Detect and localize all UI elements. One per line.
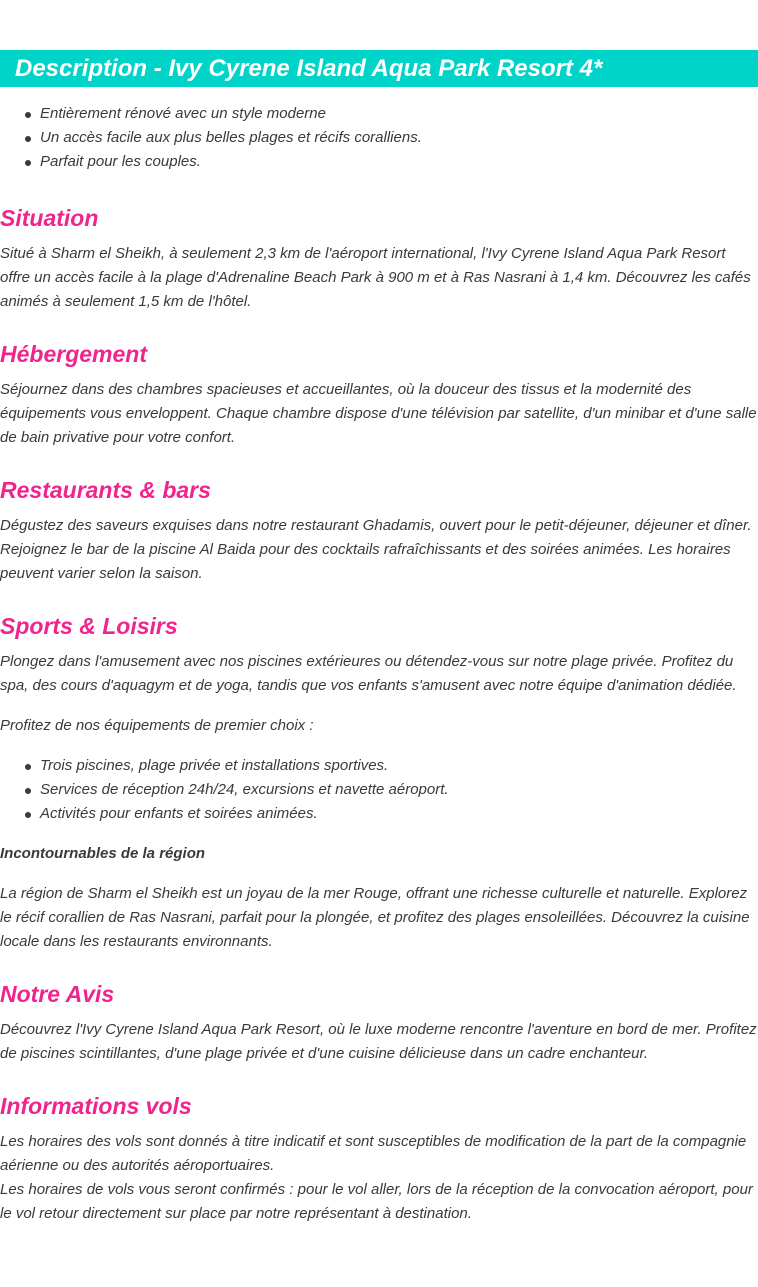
situation-heading: Situation (0, 205, 99, 231)
description-banner (0, 50, 758, 87)
avis-text: Découvrez l'Ivy Cyrene Island Aqua Park Resort, où le luxe moderne rencontre l'aventure en bord de mer. Profitez de piscines scintillantes, d'une plage privée et d'une cuisine délicieuse dans un cadre enchanteur. (0, 1021, 757, 1062)
vols-text-2: Les horaires de vols vous seront confirmés : pour le vol aller, lors de la réception de la convocation aéroport, pour le vol retour directement sur place par notre représentant à destination. (0, 1181, 753, 1222)
bullet-icon (25, 112, 31, 118)
vols-heading: Informations vols (0, 1093, 192, 1119)
list-item (0, 778, 758, 802)
restaurants-text: Dégustez des saveurs exquises dans notre restaurant Ghadamis, ouvert pour le petit-déjeuner, déjeuner et dîner. Rejoignez le bar de la piscine Al Baida pour des cocktails rafraîchissants et des soirées animées. Les horaires peuvent varier selon la saison. (0, 517, 752, 582)
list-item (0, 754, 758, 778)
restaurants-heading: Restaurants & bars (0, 477, 211, 503)
equipment-list (0, 754, 758, 826)
hebergement-text: Séjournez dans des chambres spacieuses et accueillantes, où la douceur des tissus et la modernité des équipements vous enveloppent. Chaque chambre dispose d'une télévision par satellite, d'un minibar et d'une salle de bain privative pour votre confort. (0, 381, 757, 446)
list-item-text: Parfait pour les couples. (40, 153, 201, 170)
bullet-icon (25, 812, 31, 818)
sports-intro: Profitez de nos équipements de premier choix : (0, 717, 314, 734)
list-item (0, 150, 758, 174)
list-item (0, 802, 758, 826)
bullet-icon (25, 788, 31, 794)
section-situation (0, 202, 758, 314)
bullet-icon (25, 160, 31, 166)
sports-text: Plongez dans l'amusement avec nos piscines extérieures ou détendez-vous sur notre plage privée. Profitez du spa, des cours d'aquagym et de yoga, tandis que vos enfants s'amusent avec notre équipe d'animation dédiée. (0, 653, 737, 694)
bullet-icon (25, 764, 31, 770)
bullet-icon (25, 136, 31, 142)
region-text: La région de Sharm el Sheikh est un joyau de la mer Rouge, offrant une richesse culturelle et naturelle. Explorez le récif corallien de Ras Nasrani, parfait pour la plongée, et profitez des plages ensoleillées. Découvrez la cuisine locale dans les restaurants environnants. (0, 885, 750, 950)
section-restaurants (0, 474, 758, 586)
list-item-text: Activités pour enfants et soirées animées. (40, 805, 318, 822)
region-title: Incontournables de la région (0, 845, 206, 862)
section-vols (0, 1090, 758, 1226)
avis-heading: Notre Avis (0, 981, 115, 1007)
list-item (0, 126, 758, 150)
highlights-list (0, 102, 758, 174)
section-avis (0, 978, 758, 1066)
sports-heading: Sports & Loisirs (0, 613, 178, 639)
list-item-text: Trois piscines, plage privée et installations sportives. (40, 757, 389, 774)
section-sports (0, 610, 758, 954)
banner-title: Description - Ivy Cyrene Island Aqua Park Resort 4* (15, 55, 603, 82)
list-item (0, 102, 758, 126)
list-item-text: Services de réception 24h/24, excursions et navette aéroport. (40, 781, 449, 798)
situation-text: Situé à Sharm el Sheikh, à seulement 2,3 km de l'aéroport international, l'Ivy Cyrene Island Aqua Park Resort offre un accès facile à la plage d'Adrenaline Beach Park à 900 m et à Ras Nasrani à 1,4 km. Découvrez les cafés animés à seulement 1,5 km de l'hôtel. (0, 245, 751, 310)
list-item-text: Un accès facile aux plus belles plages et récifs coralliens. (40, 129, 422, 146)
section-hebergement (0, 338, 758, 450)
hebergement-heading: Hébergement (0, 341, 147, 367)
list-item-text: Entièrement rénové avec un style moderne (40, 105, 326, 122)
vols-text-1: Les horaires des vols sont donnés à titre indicatif et sont susceptibles de modification de la part de la compagnie aérienne ou des autorités aéroportuaires. (0, 1133, 747, 1174)
